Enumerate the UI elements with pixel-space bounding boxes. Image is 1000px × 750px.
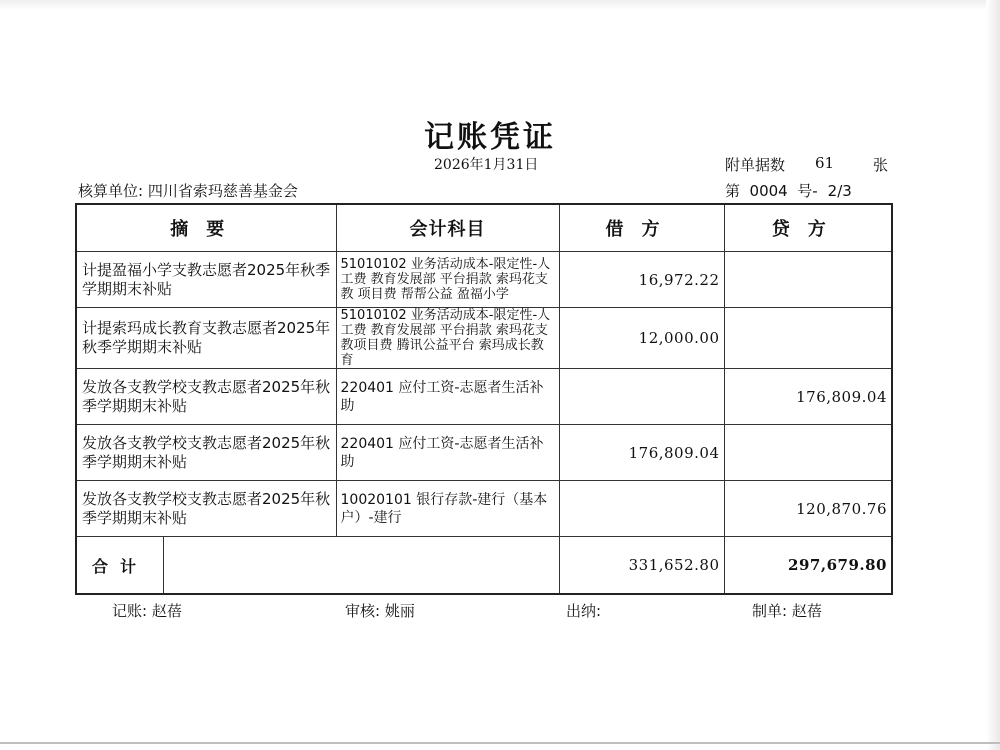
- row-summary: 计提索玛成长教育支教志愿者2025年秋季学期期末补贴: [76, 308, 336, 369]
- row-account: 10020101 银行存款-建行（基本户）-建行: [336, 481, 559, 537]
- row-account: 51010102 业务活动成本-限定性-人工费 教育发展部 平台捐款 索玛花支教 项目费 帮帮公益 盈福小学: [336, 252, 559, 308]
- total-credit: 297,679.80: [724, 537, 892, 595]
- table-header-row: [76, 204, 892, 252]
- row-summary: 发放各支教学校支教志愿者2025年秋季学期期末补贴: [76, 481, 336, 537]
- row-credit: 176,809.04: [724, 369, 892, 425]
- row-account: 220401 应付工资-志愿者生活补助: [336, 425, 559, 481]
- total-row: [76, 537, 892, 595]
- table-row: [76, 425, 892, 481]
- scan-edge-bottom: [0, 742, 1000, 744]
- voucher-date: 2026年1月31日: [434, 157, 539, 173]
- total-blank: [164, 537, 559, 593]
- preparer: 制单: 赵蓓: [752, 602, 822, 620]
- row-account: 220401 应付工资-志愿者生活补助: [336, 369, 559, 425]
- header-debit: 借方: [559, 204, 724, 252]
- table-row: [76, 308, 892, 369]
- header-credit: 贷方: [724, 204, 892, 252]
- row-summary: 发放各支教学校支教志愿者2025年秋季学期期末补贴: [76, 425, 336, 481]
- total-label: 合计: [77, 537, 164, 593]
- row-summary: 发放各支教学校支教志愿者2025年秋季学期期末补贴: [76, 369, 336, 425]
- row-debit: [559, 369, 724, 425]
- voucher-number-text: 第 0004 号-: [725, 182, 818, 200]
- total-debit: 331,652.80: [559, 537, 724, 595]
- header-account: 会计科目: [336, 204, 559, 252]
- voucher-number: [725, 180, 852, 201]
- voucher-page: 2/3: [827, 182, 852, 200]
- page-title: 记账凭证: [424, 120, 556, 155]
- cashier: 出纳:: [566, 602, 602, 620]
- voucher-table: [75, 203, 893, 595]
- row-summary: 计提盈福小学支教志愿者2025年秋季学期期末补贴: [76, 252, 336, 308]
- row-credit: [724, 425, 892, 481]
- table-row: [76, 481, 892, 537]
- row-account: 51010102 业务活动成本-限定性-人工费 教育发展部 平台捐款 索玛花支教项目费 腾讯公益平台 索玛成长教育: [336, 308, 559, 369]
- attachments-label: 附单据数: [725, 156, 786, 174]
- row-credit: 120,870.76: [724, 481, 892, 537]
- attachments-count: 61: [815, 154, 835, 172]
- scan-edge-right: [986, 0, 1000, 750]
- row-debit: 16,972.22: [559, 252, 724, 308]
- total-label-cell: [76, 537, 559, 595]
- reviewer: 审核: 姚丽: [345, 602, 415, 620]
- table-row: [76, 369, 892, 425]
- accounting-unit: 核算单位: 四川省索玛慈善基金会: [78, 182, 298, 200]
- row-debit: 176,809.04: [559, 425, 724, 481]
- row-debit: 12,000.00: [559, 308, 724, 369]
- row-credit: [724, 308, 892, 369]
- bookkeeper: 记账: 赵蓓: [112, 602, 182, 620]
- attachments-unit: 张: [873, 156, 889, 174]
- scan-edge-top: [0, 0, 1000, 10]
- table-row: [76, 252, 892, 308]
- header-summary: 摘要: [76, 204, 336, 252]
- row-debit: [559, 481, 724, 537]
- row-credit: [724, 252, 892, 308]
